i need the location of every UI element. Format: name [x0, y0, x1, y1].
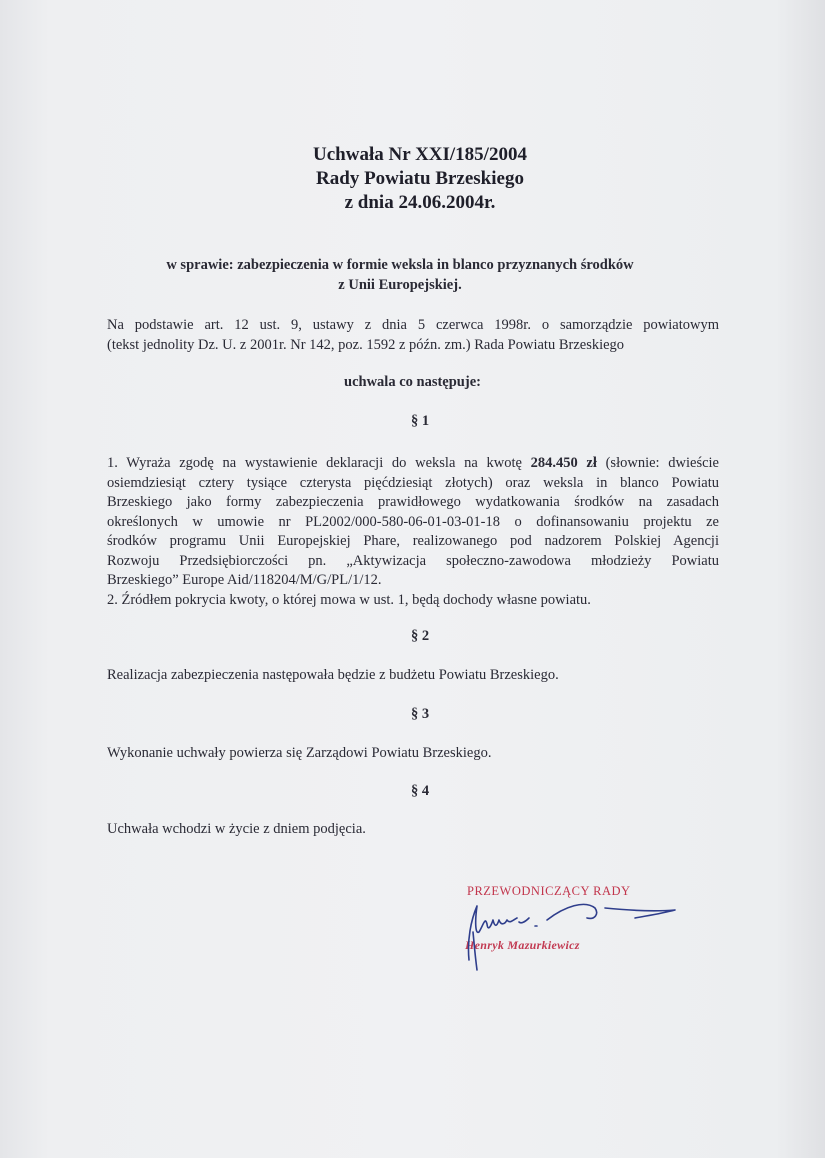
- section-4-mark: § 4: [410, 783, 430, 799]
- section-4-text: Uchwała wchodzi w życie z dniem podjęcia.: [107, 821, 366, 837]
- section-3-text: Wykonanie uchwały powierza się Zarządowi Powiatu Brzeskiego.: [107, 745, 492, 761]
- resolution-date: z dnia 24.06.2004r.: [344, 192, 496, 213]
- legal-basis-line-2: (tekst jednolity Dz. U. z 2001r. Nr 142, poz. 1592 z późn. zm.) Rada Powiatu Brzeskiego: [107, 336, 625, 353]
- signature-strokes: [468, 904, 675, 970]
- section-1-line-7: Brzeskiego” Europe Aid/118204/M/G/PL/1/12.: [107, 572, 382, 588]
- section-1-line-1: [107, 454, 719, 474]
- section-3-mark: § 3: [410, 706, 430, 722]
- subject-line-2: z Unii Europejskiej.: [338, 277, 462, 293]
- subject-line-1: w sprawie: zabezpieczenia w formie weksla in blanco przyznanych środków: [166, 257, 634, 273]
- section-1-line-1-rest: (słownie: dwieście: [596, 455, 719, 471]
- section-1-mark: § 1: [410, 413, 430, 429]
- section-2-mark: § 2: [410, 628, 430, 644]
- resolves-heading: uchwala co następuje:: [344, 374, 481, 390]
- section-1-line-2: osiemdziesiąt cztery tysiące czterysta pięćdziesiąt złotych) oraz weksla in blanco Powiatu: [107, 474, 719, 491]
- legal-basis-paragraph: [107, 316, 719, 355]
- resolution-title: [0, 143, 825, 215]
- section-1-lead: 1. Wyraża zgodę na wystawienie deklaracji do weksla na kwotę: [107, 455, 531, 471]
- council-name: Rady Powiatu Brzeskiego: [316, 168, 524, 189]
- handwritten-signature: [455, 880, 695, 975]
- resolution-subject: [0, 255, 800, 295]
- amount-value: 284.450 zł: [530, 455, 597, 471]
- section-1-line-5: środków programu Unii Europejskiej Phare, realizowanego pod nadzorem Polskiej Agencji: [107, 533, 719, 549]
- stamp-title: PRZEWODNICZĄCY RADY: [467, 884, 631, 898]
- resolution-number: Uchwała Nr XXI/185/2004: [313, 144, 527, 165]
- section-1-line-6: Rozwoju Przedsiębiorczości pn. „Aktywizacja społeczno-zawodowa młodzieży Powiatu: [107, 552, 719, 569]
- section-1-line-4: określonych w umowie nr PL2002/000-580-06-01-03-01-18 o dofinansowaniu projektu ze: [107, 513, 719, 530]
- section-2-text: Realizacja zabezpieczenia następowała będzie z budżetu Powiatu Brzeskiego.: [107, 667, 559, 683]
- stamp-name: Henryk Mazurkiewicz: [465, 938, 580, 952]
- section-1-line-3: Brzeskiego jako formy zabezpieczenia prawidłowego wydatkowania środków na zasadach: [107, 494, 719, 510]
- section-1-text: [107, 454, 719, 610]
- legal-basis-line-1: Na podstawie art. 12 ust. 9, ustawy z dnia 5 czerwca 1998r. o samorządzie powiatowym: [107, 317, 719, 333]
- signature-stamp: [455, 880, 695, 970]
- section-1-point-2: 2. Źródłem pokrycia kwoty, o której mowa w ust. 1, będą dochody własne powiatu.: [107, 591, 591, 608]
